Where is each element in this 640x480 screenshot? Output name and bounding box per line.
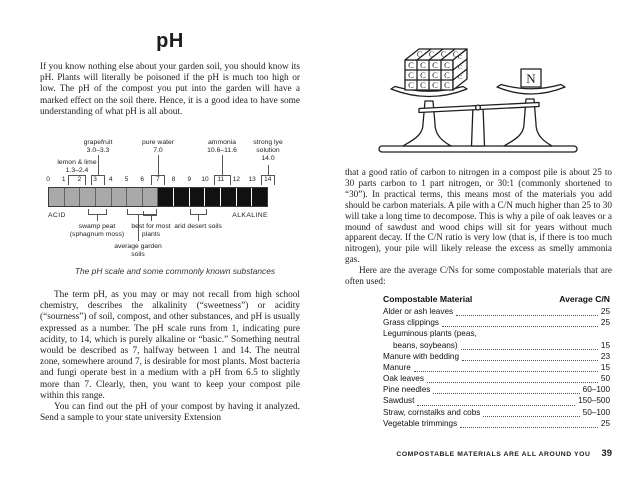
dot-leader [417,405,575,406]
connector-line [268,165,269,175]
material-name: Manure [383,362,411,372]
carbon-letter: C [420,70,426,80]
connector-line [222,155,223,175]
balance-scale-illustration [353,44,603,159]
ph-scale-tick: 6 [140,176,144,184]
ph-scale-bar [48,187,268,207]
dot-leader [461,349,598,350]
carbon-letter: C [444,80,450,90]
substance-name: ammonia [208,139,236,147]
dot-leader [462,360,598,361]
connector-line [97,215,98,221]
page-number: 39 [601,448,612,459]
scale-column [472,106,485,146]
connector-line [151,216,152,221]
table-row [383,374,610,385]
carbon-letter: C [428,50,435,59]
table-header-row [383,294,610,304]
ph-scale-cell [252,188,267,206]
table-row [383,385,610,396]
carbon-letter: C [457,54,463,61]
ph-scale-cell [205,188,221,206]
running-footer [396,448,612,459]
dot-leader [483,416,579,417]
material-name: Straw, cornstalks and cobs [383,407,481,417]
body-paragraph: Here are the average C/Ns for some compostable materials that are often used: [345,265,612,287]
dot-leader [456,315,598,316]
table-row [383,396,610,407]
substance-name: pure water [141,139,175,147]
zone-label-swamp-peat: swamp peat (sphagnum moss) [69,223,125,239]
ph-scale-tick: 13 [248,176,256,184]
ph-scale-cell [190,188,206,206]
cn-value: 50–100 [582,407,610,417]
carbon-letter: C [408,70,414,80]
scale-pivot [476,105,481,110]
ph-scale-tick: 14 [264,176,272,184]
dot-leader [442,326,598,327]
cn-value: 25 [600,418,610,428]
table-body [383,307,610,430]
carbon-letter: C [432,70,438,80]
alkaline-label: ALKALINE [232,212,268,220]
table-row [383,341,610,352]
substance-name: lemon & lime [57,159,97,167]
carbon-letter: C [444,60,450,70]
connector-line [198,215,199,221]
ph-scale-tick: 3 [93,176,97,184]
dot-leader [427,382,598,383]
body-paragraph: You can find out the pH of your compost by having it analyzed. Send a sample to your state university Extension [40,402,300,424]
cn-value: 60–100 [582,385,610,395]
ph-scale-tick: 9 [187,176,192,184]
intro-paragraph: If you know nothing else about your garden soil, you should know its pH. Plants will literally be poisoned if the pH is much too high or low. The pH of the compost you put into the garden will have a marked effect on the soil there. Hence, it is a good idea to have some understanding of what pH is all about. [40,62,300,117]
cn-value: 25 [600,318,610,328]
ph-scale-tick: 1 [61,176,66,184]
table-row [383,419,610,430]
ph-scale-tick: 5 [124,176,129,184]
material-name: Alder or ash leaves [383,306,454,316]
ph-scale-cell [65,188,81,206]
carbon-letter: C [444,70,450,80]
material-name: Vegetable trimmings [383,418,458,428]
table-header-material: Compostable Material [383,293,473,304]
ph-scale-tick: 2 [77,176,82,184]
carbon-letter: C [432,80,438,90]
zone-bracket [143,211,157,216]
table-row [383,408,610,419]
table-header-cn: Average C/N [559,293,610,304]
substance-range: 14.0 [261,155,275,163]
carbon-letter: C [432,60,438,70]
cn-value: 23 [600,351,610,361]
carbon-letter: C [457,74,463,81]
ph-scale-cell [174,188,190,206]
zone-label-arid-desert-soils: arid desert soils [174,223,222,231]
compostable-materials-table [383,294,610,430]
carbon-letter: C [457,64,463,71]
cn-value: 15 [600,362,610,372]
substance-range: 10.6–11.6 [207,147,237,155]
substance-range: 3.0–3.3 [86,147,110,155]
ph-scale-cell [49,188,65,206]
right-page [320,0,640,480]
cn-value: 15 [600,340,610,350]
material-name: Pine needles [383,385,431,395]
body-paragraph: that a good ratio of carbon to nitrogen in a compost pile is about 25 to 30 parts carbon to 1 part nitrogen, or 30:1 (commonly shortened to “30”). In practical terms, this means most of the materials you add should be carbon materials. A pile with a C/N much higher than 25 to 30 will take a long time to decompose. This is why a pile of oak leaves or a mound of sawdust and wood chips will sit for years without much apparent decay. If the C/N ratio is very low (that is, if there is too much nitrogen), your pile will likely release the excess as smelly ammonia gas. [345,167,612,265]
carbon-letter: C [416,50,423,59]
material-name: Manure with bedding [383,351,460,361]
table-row [383,363,610,374]
ph-scale-cell [221,188,237,206]
ph-scale-tick: 10 [201,176,209,184]
ph-scale-cell [143,188,159,206]
cn-value: 50 [600,374,610,384]
ph-scale-tick: 11 [217,176,225,184]
ph-scale-cell [80,188,96,206]
zone-label-average-garden-soils: average garden soils [114,243,162,259]
ph-scale-diagram [38,137,312,263]
dot-leader [433,393,579,394]
substance-label-pure-water [128,139,188,155]
footer-title: COMPOSTABLE MATERIALS ARE ALL AROUND YOU [396,451,591,458]
carbon-letter: C [420,60,426,70]
material-name: Sawdust [383,396,415,406]
zone-label-best-for-most-plants: best for most plants [131,223,171,239]
carbon-letter: C [452,50,459,59]
carbon-letter: C [408,60,414,70]
acid-label: ACID [48,212,66,220]
connector-line [98,155,99,175]
material-name: Grass clippings [383,318,439,328]
carbon-letter: C [420,80,426,90]
ph-scale-tick: 0 [46,176,50,184]
connector-line [158,155,159,175]
substance-label-grapefruit [68,139,128,155]
material-name: Oak leaves [383,374,424,384]
carbon-letter: C [440,50,447,59]
cn-value: 150–500 [578,396,610,406]
cn-value: 25 [600,306,610,316]
page-title: pH [156,30,184,52]
ph-scale-cell [96,188,112,206]
dot-leader [460,427,598,428]
table-row [383,352,610,363]
substance-name: strong lye solution [253,139,283,155]
ph-scale-tick: 12 [232,176,240,184]
ph-scale-numbers [38,176,312,185]
table-row [383,318,610,329]
ph-scale-tick: 7 [156,176,160,184]
table-row [383,329,610,340]
ph-scale-cell [112,188,128,206]
body-paragraph: The term pH, as you may or may not recall from high school chemistry, describes the alkalinity (“sweetness”) or acidity (“sourness”) of soil, compost, and other substances, and pH is usually expressed as a number. The pH scale runs from 1, indicating pure acidity, to 14, which is purely alkaline or “basic.” Something neutral would be described as 7, halfway between 1 and 14. The neutral zone, somewhere around 7, is desirable for most plants. Most bacteria and fungi operate best in a medium with a pH from 6.5 to slightly more than 7. Clearly, then, you want to keep your compost pile within this range. [40,290,300,401]
nitrogen-letter: N [526,71,536,86]
ph-scale-cell [237,188,253,206]
diagram-caption: The pH scale and some commonly known substances [74,266,276,277]
carbon-letter: C [408,80,414,90]
substance-range: 1.3–2.4 [65,167,89,175]
scale-base [379,146,577,152]
material-name: beans, soybeans) [393,340,458,350]
substance-range: 7.0 [153,147,163,155]
substance-label-strong-lye [242,139,294,163]
table-row [383,307,610,318]
ph-scale-cell [127,188,143,206]
substance-name: grapefruit [83,139,113,147]
ph-scale-tick: 4 [108,176,113,184]
ph-scale-tick: 8 [171,176,176,184]
ph-scale-cell [158,188,174,206]
dot-leader [414,371,598,372]
material-name: Leguminous plants (peas, [383,329,477,339]
